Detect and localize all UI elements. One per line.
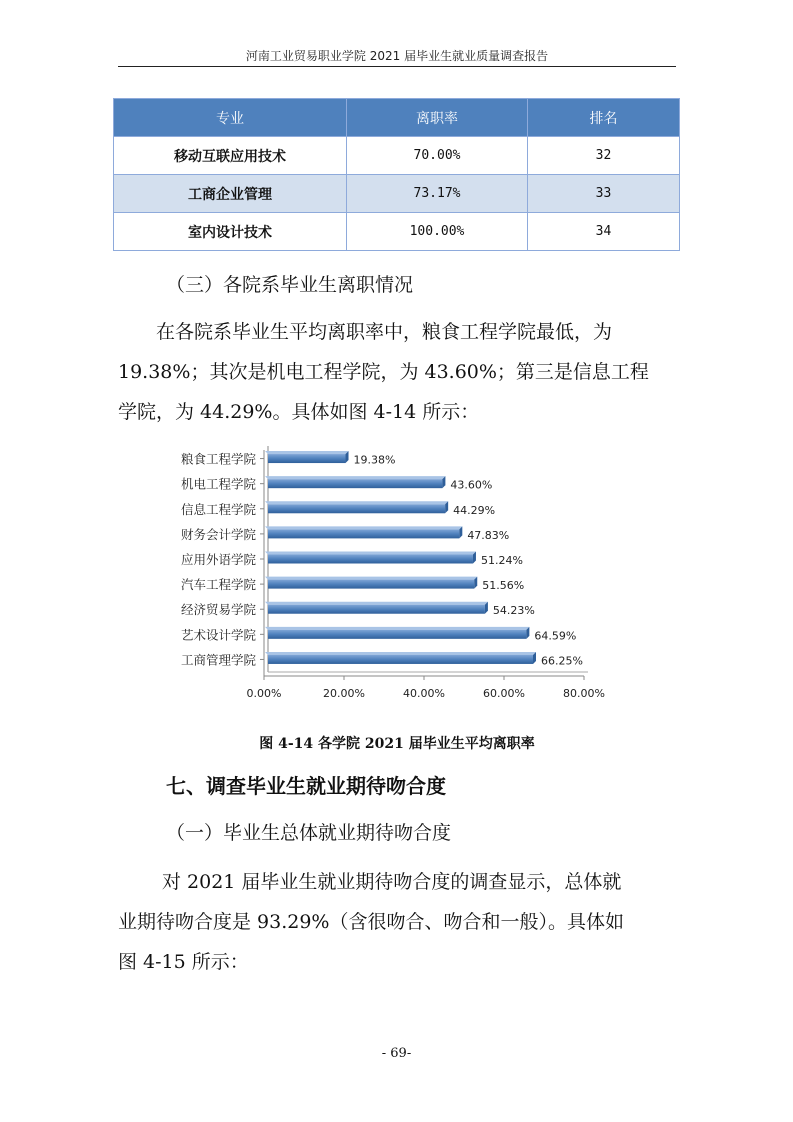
bar [268, 529, 459, 538]
para-line: 19.38%；其次是机电工程学院，为 43.60%；第三是信息工程 [118, 361, 649, 383]
cell-major: 工商企业管理 [114, 175, 347, 213]
col-header-rank: 排名 [528, 99, 680, 137]
cell-major: 室内设计技术 [114, 213, 347, 251]
cell-rank: 34 [528, 213, 680, 251]
para-line: 对 2021 届毕业生就业期待吻合度的调查显示，总体就 [162, 871, 622, 893]
major-turnover-table [113, 98, 680, 251]
data-label: 54.23% [492, 604, 535, 618]
data-label: 43.60% [450, 478, 493, 492]
data-label: 47.83% [467, 528, 510, 542]
bar [268, 630, 526, 639]
cell-rate: 100.00% [347, 213, 528, 251]
category-label: 粮食工程学院 [180, 451, 256, 467]
cell-major: 移动互联应用技术 [114, 137, 347, 175]
cell-rate: 70.00% [347, 137, 528, 175]
bar-top-face [265, 451, 349, 454]
data-label: 51.24% [480, 554, 523, 567]
bar-top-face [265, 552, 476, 555]
bar [268, 454, 346, 463]
data-label: 51.56% [482, 579, 525, 593]
page-number: - 69- [381, 1046, 412, 1061]
data-label: 44.29% [453, 503, 496, 517]
section7-heading: 七、调查毕业生就业期待吻合度 [166, 774, 446, 798]
x-tick-label: 0.00% [246, 687, 282, 700]
table-header-row [114, 99, 680, 137]
category-label: 机电工程学院 [180, 476, 256, 492]
category-label: 财务会计学院 [180, 526, 256, 542]
col-header-major: 专业 [114, 99, 347, 137]
para-line: 学院，为 44.29%。具体如图 4-14 所示： [118, 401, 480, 423]
category-label: 应用外语学院 [180, 552, 256, 567]
cell-rank: 33 [528, 175, 680, 213]
table-row [114, 137, 680, 175]
section3-heading: （三）各院系毕业生离职情况 [166, 274, 414, 296]
category-label: 艺术设计学院 [180, 627, 256, 643]
bar-top-face [265, 652, 536, 655]
bar [268, 555, 473, 564]
bar [268, 655, 533, 664]
category-label: 工商管理学院 [180, 652, 256, 668]
bar-top-face [265, 627, 529, 630]
section7-1-paragraph [118, 862, 676, 982]
turnover-bar-chart [150, 440, 620, 702]
x-tick-label: 40.00% [403, 687, 445, 700]
page-header: 河南工业贸易职业学院 2021 届毕业生就业质量调查报告 [245, 49, 549, 63]
section7-1-heading: （一）毕业生总体就业期待吻合度 [166, 822, 452, 844]
data-label: 66.25% [541, 654, 583, 668]
table-row [114, 213, 680, 251]
para-line: 业期待吻合度是 93.29%（含很吻合、吻合和一般）。具体如 [118, 911, 624, 933]
x-tick-label: 20.00% [323, 687, 365, 700]
bar [268, 605, 485, 614]
para-line: 图 4-15 所示： [118, 951, 249, 973]
cell-rate: 73.17% [347, 175, 528, 213]
bar [268, 479, 442, 488]
table-row [114, 175, 680, 213]
category-label: 信息工程学院 [180, 501, 256, 517]
para-line: 在各院系毕业生平均离职率中，粮食工程学院最低，为 [156, 321, 613, 343]
category-label: 经济贸易学院 [180, 602, 256, 618]
bar-top-face [265, 501, 448, 504]
bar-top-face [265, 526, 462, 529]
data-label: 19.38% [353, 453, 396, 467]
x-tick-label: 60.00% [483, 687, 525, 700]
col-header-rate: 离职率 [347, 99, 528, 137]
bar-top-face [265, 476, 445, 479]
bar-top-face [265, 577, 477, 580]
header-rule [118, 66, 676, 67]
bar-top-face [265, 602, 488, 605]
bar [268, 580, 474, 589]
chart-caption: 图 4-14 各学院 2021 届毕业生平均离职率 [259, 736, 535, 752]
cell-rank: 32 [528, 137, 680, 175]
data-label: 64.59% [534, 629, 577, 643]
x-tick-label: 80.00% [563, 687, 605, 700]
section3-paragraph [118, 312, 676, 432]
category-label: 汽车工程学院 [180, 577, 256, 593]
bar [268, 504, 445, 513]
